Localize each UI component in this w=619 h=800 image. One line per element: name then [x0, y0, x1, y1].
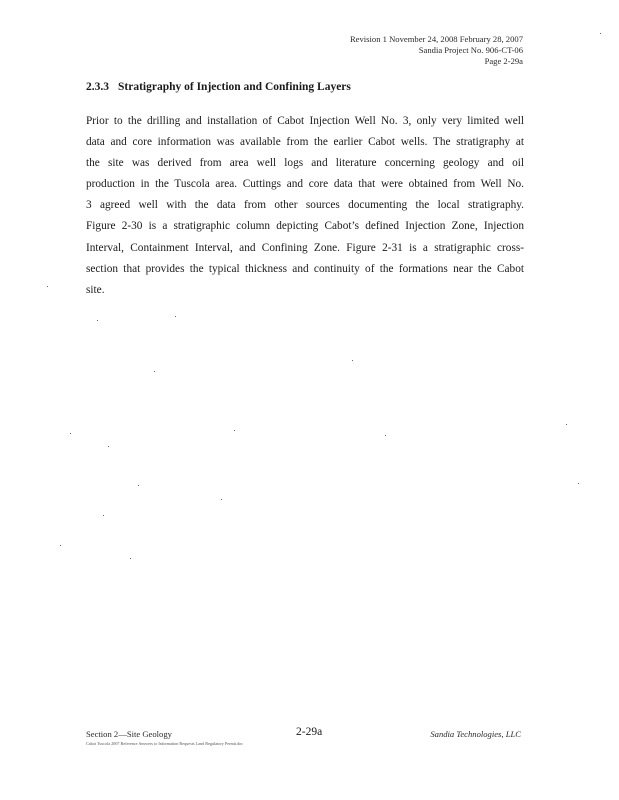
scan-speck — [103, 515, 104, 516]
paragraph-line: site. — [86, 283, 105, 296]
page-header — [350, 34, 523, 67]
scan-speck — [600, 33, 601, 34]
scan-speck — [97, 320, 98, 321]
section-heading — [86, 81, 526, 93]
footer-section: Section 2—Site Geology — [86, 729, 172, 739]
paragraph-line: section that provides the typical thickness and continuity of the formations near the Cabot — [86, 262, 524, 275]
paragraph-line: Prior to the drilling and installation of Cabot Injection Well No. 3, only very limited well — [86, 115, 524, 127]
body-paragraph — [86, 111, 524, 301]
scan-speck — [221, 499, 222, 500]
scan-speck — [47, 286, 48, 287]
scan-speck — [352, 360, 353, 361]
paragraph-line: 3 agreed well with the data from other sources documenting the local stratigraphy. — [86, 199, 524, 212]
paragraph-line: data and core information was available from the earlier Cabot wells. The stratigraphy at — [86, 136, 524, 149]
scan-speck — [154, 371, 155, 372]
scan-speck — [385, 435, 386, 436]
scan-speck — [70, 433, 71, 434]
scan-speck — [234, 430, 235, 431]
paragraph-line: the site was derived from area well logs and literature concerning geology and oil — [86, 157, 524, 170]
scan-speck — [566, 424, 567, 425]
paragraph-line: Interval, Containment Interval, and Confining Zone. Figure 2-31 is a stratigraphic cross- — [86, 241, 524, 254]
scan-speck — [138, 485, 139, 486]
section-number: 2.3.3 — [86, 81, 109, 93]
paragraph-line: Figure 2-30 is a stratigraphic column depicting Cabot’s defined Injection Zone, Injection — [86, 220, 524, 233]
scan-speck — [175, 316, 176, 317]
page-label: Page 2-29a — [484, 56, 523, 66]
scan-speck — [60, 545, 61, 546]
footer-page-number: 2-29a — [296, 726, 323, 738]
paragraph-line: production in the Tuscola area. Cuttings and core data that were obtained from Well No. — [86, 178, 524, 191]
footer-company: Sandia Technologies, LLC — [430, 729, 521, 739]
project-number: Sandia Project No. 906-CT-06 — [418, 45, 523, 55]
footer-file-path: Cabot Tuscola 2007 Reference Answers to Information Requests Land Regulatory Permit.doc — [86, 741, 244, 746]
scan-speck — [108, 446, 109, 447]
section-title: Stratigraphy of Injection and Confining Layers — [118, 81, 351, 93]
scan-speck — [130, 558, 131, 559]
revision-line: Revision 1 November 24, 2008 February 28, 2007 — [349, 34, 523, 44]
scan-speck — [578, 483, 579, 484]
